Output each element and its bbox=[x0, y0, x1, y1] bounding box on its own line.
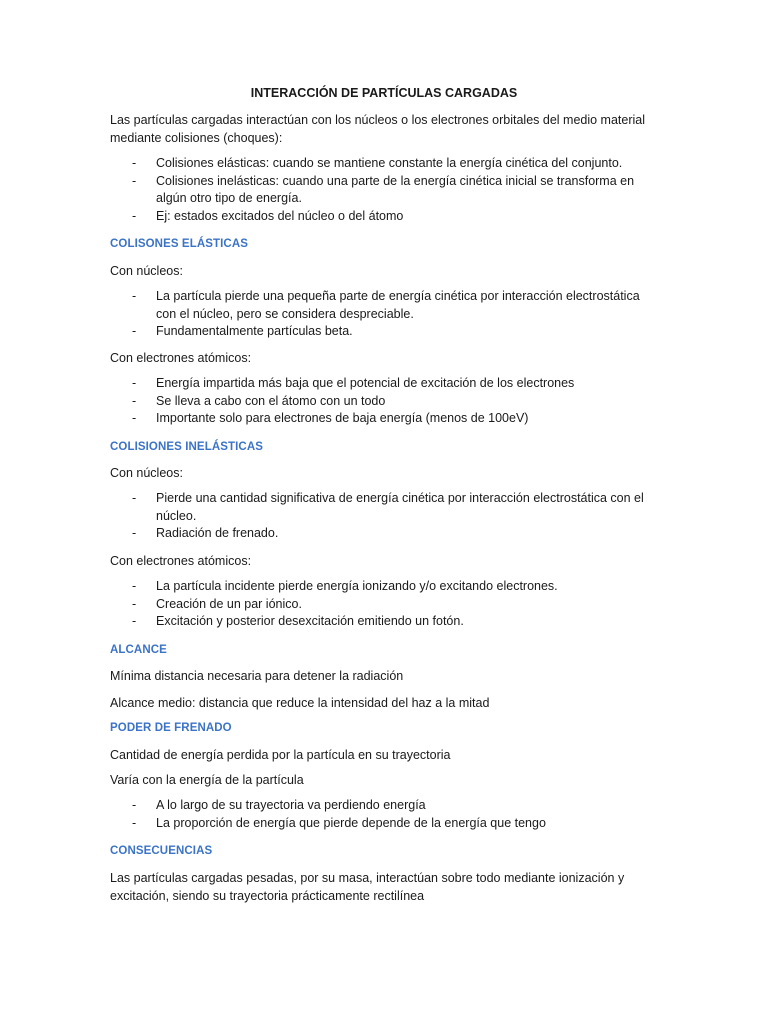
section-heading-elasticas: COLISONES ELÁSTICAS bbox=[110, 238, 248, 250]
elasticas-nucleos-label: Con núcleos: bbox=[110, 264, 183, 278]
list-item: - Radiación de frenado. bbox=[110, 525, 655, 543]
section-heading-poder: PODER DE FRENADO bbox=[110, 722, 232, 734]
list-item: - Energía impartida más baja que el potencial de excitación de los electrones bbox=[110, 375, 655, 393]
list-item: - Ej: estados excitados del núcleo o del átomo bbox=[110, 208, 655, 226]
alcance-medio-paragraph: Alcance medio: distancia que reduce la intensidad del haz a la mitad bbox=[110, 696, 490, 710]
inelasticas-nucleos-list bbox=[110, 490, 655, 543]
inelasticas-electrones-label: Con electrones atómicos: bbox=[110, 554, 252, 568]
alcance-paragraph: Mínima distancia necesaria para detener la radiación bbox=[110, 669, 404, 683]
list-item: - Fundamentalmente partículas beta. bbox=[110, 323, 655, 341]
section-heading-consecuencias: CONSECUENCIAS bbox=[110, 845, 213, 857]
list-item: - Importante solo para electrones de baja energía (menos de 100eV) bbox=[110, 410, 655, 428]
section-heading-alcance: ALCANCE bbox=[110, 644, 167, 656]
intro-paragraph: Las partículas cargadas interactúan con los núcleos o los electrones orbitales del medio material mediante colisiones (choques): bbox=[110, 113, 646, 145]
section-heading-inelasticas: COLISIONES INELÁSTICAS bbox=[110, 441, 263, 453]
poder-paragraph-2: Varía con la energía de la partícula bbox=[110, 773, 304, 787]
list-item: - La partícula pierde una pequeña parte de energía cinética por interacción electrostática con el núcleo, pero se considera despreciable. bbox=[110, 288, 655, 323]
intro-list bbox=[110, 155, 655, 225]
list-item: - A lo largo de su trayectoria va perdiendo energía bbox=[110, 797, 655, 815]
inelasticas-electrones-list bbox=[110, 578, 655, 631]
list-item: - Colisiones elásticas: cuando se mantiene constante la energía cinética del conjunto. bbox=[110, 155, 655, 173]
list-item: - Pierde una cantidad significativa de energía cinética por interacción electrostática con el núcleo. bbox=[110, 490, 655, 525]
list-item: - Excitación y posterior desexcitación emitiendo un fotón. bbox=[110, 613, 655, 631]
list-item: - Se lleva a cabo con el átomo con un todo bbox=[110, 393, 655, 411]
list-item: - La proporción de energía que pierde depende de la energía que tengo bbox=[110, 815, 655, 833]
list-item: - Colisiones inelásticas: cuando una parte de la energía cinética inicial se transforma en algún otro tipo de energía. bbox=[110, 173, 655, 208]
elasticas-electrones-list bbox=[110, 375, 655, 428]
elasticas-electrones-label: Con electrones atómicos: bbox=[110, 351, 252, 365]
list-item: - Creación de un par iónico. bbox=[110, 596, 655, 614]
elasticas-nucleos-list bbox=[110, 288, 655, 341]
list-item: - La partícula incidente pierde energía ionizando y/o excitando electrones. bbox=[110, 578, 655, 596]
poder-paragraph: Cantidad de energía perdida por la partícula en su trayectoria bbox=[110, 748, 451, 762]
consecuencias-paragraph: Las partículas cargadas pesadas, por su masa, interactúan sobre todo mediante ionización y excitación, siendo su trayectoria prácticamente rectilínea bbox=[110, 871, 625, 903]
poder-list bbox=[110, 797, 655, 832]
document-title: INTERACCIÓN DE PARTÍCULAS CARGADAS bbox=[250, 86, 518, 100]
inelasticas-nucleos-label: Con núcleos: bbox=[110, 466, 183, 480]
